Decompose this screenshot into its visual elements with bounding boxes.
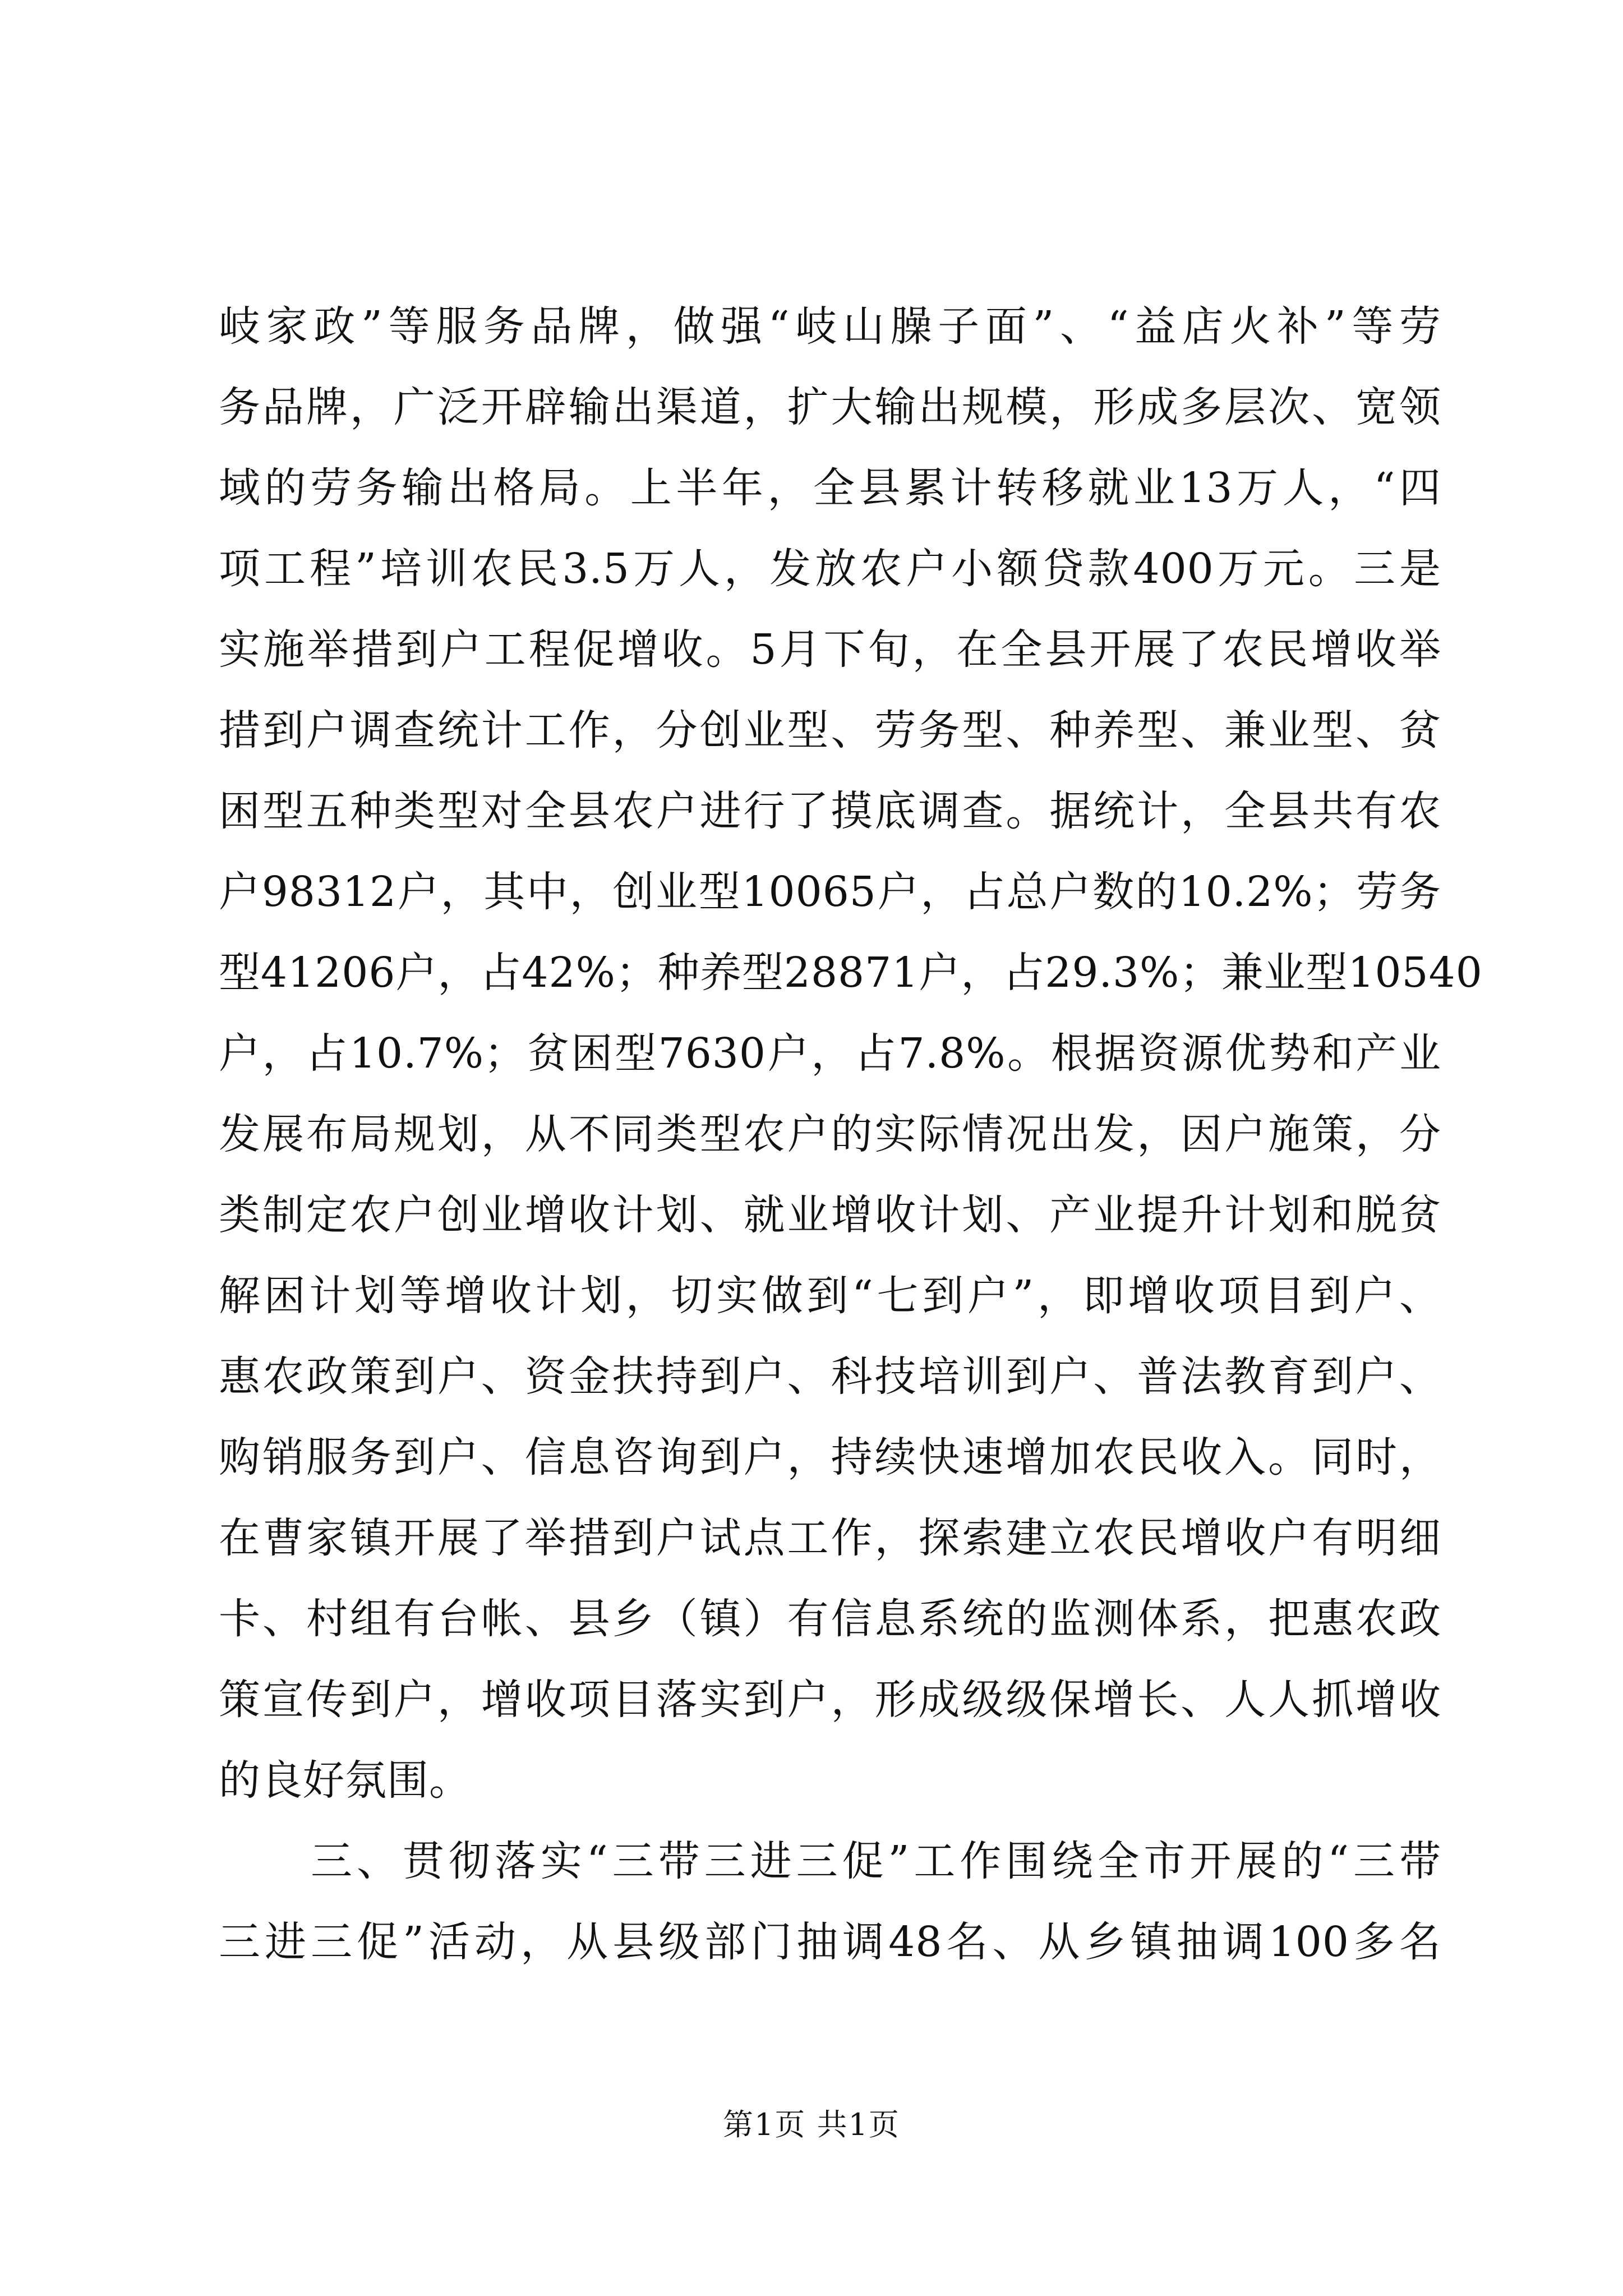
section-heading-line: 三、贯彻落实“三带三进三促”工作围绕全市开展的“三带 (219, 1837, 1441, 1885)
text-line: 实施举措到户工程促增收。5月下旬，在全县开展了农民增收举 (219, 625, 1441, 674)
document-body (219, 286, 1483, 1982)
page-number-footer: 第1页 共1页 (723, 2107, 900, 2142)
text-line: 务品牌，广泛开辟输出渠道，扩大输出规模，形成多层次、宽领 (219, 383, 1441, 431)
text-line: 购销服务到户、信息咨询到户，持续快速增加农民收入。同时， (219, 1433, 1441, 1481)
text-line: 的良好氛围。 (219, 1756, 471, 1805)
text-line: 解困计划等增收计划，切实做到“七到户”，即增收项目到户、 (219, 1272, 1441, 1320)
text-line: 类制定农户创业增收计划、就业增收计划、产业提升计划和脱贫 (219, 1191, 1441, 1239)
text-line: 型41206户，占42%；种养型28871户，占29.3%；兼业型10540 (219, 949, 1483, 997)
text-line: 措到户调查统计工作，分创业型、劳务型、种养型、兼业型、贫 (219, 706, 1441, 754)
text-line: 户，占10.7%；贫困型7630户，占7.8%。根据资源优势和产业 (219, 1029, 1441, 1078)
text-line: 在曹家镇开展了举措到户试点工作，探索建立农民增收户有明细 (219, 1514, 1441, 1562)
text-line: 困型五种类型对全县农户进行了摸底调查。据统计，全县共有农 (219, 787, 1441, 835)
text-line: 岐家政”等服务品牌，做强“岐山臊子面”、“益店火补”等劳 (219, 302, 1441, 351)
text-line: 域的劳务输出格局。上半年，全县累计转移就业13万人，“四 (219, 464, 1441, 512)
text-line: 发展布局规划，从不同类型农户的实际情况出发，因户施策，分 (219, 1110, 1441, 1158)
text-line: 三进三促”活动，从县级部门抽调48名、从乡镇抽调100多名 (219, 1918, 1441, 1966)
text-line: 惠农政策到户、资金扶持到户、科技培训到户、普法教育到户、 (219, 1352, 1441, 1401)
text-line: 户98312户，其中，创业型10065户，占总户数的10.2%；劳务 (219, 868, 1441, 916)
text-line: 卡、村组有台帐、县乡（镇）有信息系统的监测体系，把惠农政 (219, 1595, 1441, 1643)
text-line: 项工程”培训农民3.5万人，发放农户小额贷款400万元。三是 (219, 545, 1441, 593)
text-line: 策宣传到户，增收项目落实到户，形成级级保增长、人人抓增收 (219, 1676, 1441, 1724)
